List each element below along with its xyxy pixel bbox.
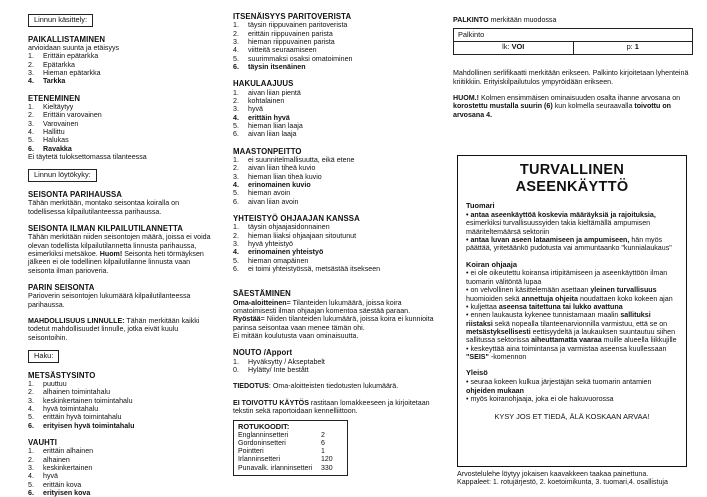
list-item-number: 2.	[233, 96, 239, 105]
list-item-number: 4.	[233, 248, 239, 257]
section-box-loytyky: Linnun löytökyky:	[28, 169, 97, 182]
list-item	[28, 111, 216, 119]
list-item-text: keskinkertainen toimintahalu	[43, 396, 133, 405]
rotukoodit-title: ROTUKOODIT:	[238, 422, 290, 431]
list-item-number: 2.	[233, 231, 239, 240]
palkinto-table-label: Palkinto	[454, 29, 692, 42]
heading-seisonta-ilman: SEISONTA ILMAN KILPAILUTILANNETTA	[28, 224, 184, 234]
list-item-text: erityisen kova	[43, 489, 91, 497]
note-eteneminen: Ei täytetä tuloksettomassa tilanteessa	[28, 153, 147, 162]
list-item-number: 4.	[233, 113, 239, 122]
subtitle-paikallistaminen: arvioidaan suunta ja etäisyys	[28, 43, 120, 52]
list-item-number: 3.	[233, 239, 239, 248]
list-item-number: 4.	[28, 405, 34, 414]
list-item	[233, 366, 438, 374]
footer-line-1: Arvostelulehe löytyy jokaisen kaavakkeen taakaa painettuna.	[457, 470, 649, 478]
rotukoodi-row	[238, 448, 343, 456]
list-item-number: 2.	[28, 111, 34, 120]
list-vauhti	[28, 447, 216, 497]
list-item	[233, 181, 438, 189]
list-item	[233, 63, 438, 71]
list-item-text: Hallittu	[43, 127, 65, 136]
list-item	[28, 52, 216, 60]
list-item	[28, 405, 216, 413]
text-serlifikaatti: Mahdollinen serlifikaatti merkitään erikseen. Palkinto kirjoitetaan lyhenteinä kriitikkiin. Erityiskilpailutulos ympyröidään erikseen.	[453, 69, 689, 86]
rotukoodi-row	[238, 432, 343, 440]
list-item-number: 1.	[233, 21, 239, 30]
list-item	[233, 156, 438, 164]
heading-nouto: NOUTO /Apport	[233, 348, 293, 358]
heading-seisonta-parihaussa: SEISONTA PARIHAUSSA	[28, 190, 123, 200]
list-item-text: täysin ohjaajasidonnainen	[248, 223, 330, 232]
list-item-number: 2.	[28, 455, 34, 464]
list-item	[233, 89, 438, 97]
rotukoodi-code: 2	[321, 431, 325, 439]
list-item	[28, 120, 216, 128]
safety-koiran-3: • kuljettaa aseensa taitettuna tai lukko avattuna	[466, 302, 623, 311]
list-item-number: 4.	[28, 77, 34, 86]
list-item-number: 3.	[28, 464, 34, 473]
list-item-text: kohtalainen	[248, 96, 285, 105]
list-item-text: hieman liian tiheä kuvio	[248, 172, 322, 181]
list-item-number: 5.	[28, 136, 34, 145]
list-item-number: 4.	[28, 127, 34, 136]
heading-itsenaisyys: ITSENÄISYYS PARITOVERISTA	[233, 12, 352, 21]
list-item	[233, 223, 438, 231]
list-item-number: 1.	[233, 223, 239, 232]
safety-koiran-5: • keskeyttää aina toimintansa ja varmistaa aseensa kuullessaan "SEIS" -komennon	[466, 344, 667, 362]
list-item-text: hieman avoin	[248, 189, 291, 198]
list-item-number: 6.	[233, 265, 239, 274]
rotukoodi-name: Punavalk. irlanninsetteri	[238, 464, 313, 472]
list-item-text: erittäin kova	[43, 480, 82, 489]
list-item-number: 2.	[28, 60, 34, 69]
safety-tuomari-title: Tuomari	[466, 201, 495, 211]
list-item-text: hyvä toimintahalu	[43, 405, 99, 414]
list-item-text: suurimmaksi osaksi omatoiminen	[248, 54, 353, 63]
list-hakulaajuus	[233, 89, 438, 139]
text-seisonta-parihaussa: Tähän merkitään, montako seisontaa koiralla on todellisessa kilpailutilanteessa parihaussa.	[28, 199, 180, 216]
list-item	[28, 136, 216, 144]
list-item-number: 1.	[28, 447, 34, 456]
list-item-text: erittäin hyvä	[248, 113, 290, 122]
safety-title: TURVALLINEN ASEENKÄYTTÖ	[515, 162, 629, 196]
list-item	[28, 456, 216, 464]
list-item	[28, 413, 216, 421]
list-item-text: ei toimi yhteistyössä, metsästää itsekseen	[248, 265, 381, 274]
safety-koiran-title: Koiran ohjaaja	[466, 259, 517, 269]
list-item-number: 5.	[28, 413, 34, 422]
heading-metsastysinto: METSÄSTYSINTO	[28, 370, 96, 380]
list-item-text: aivan liian pientä	[248, 88, 301, 97]
list-item	[28, 380, 216, 388]
list-item-number: 2.	[233, 164, 239, 173]
heading-hakulaajuus: HAKULAAJUUS	[233, 79, 294, 89]
list-item	[233, 38, 438, 46]
list-item	[28, 489, 216, 497]
list-item-text: hyvä	[43, 472, 58, 481]
list-item	[28, 447, 216, 455]
list-item-number: 5.	[233, 121, 239, 130]
rotukoodi-code: 6	[321, 439, 325, 447]
text-mahdollisuus: MAHDOLLISUUS LINNULLE: Tähän merkitään kaikki todetut mahdollisuudet linnulle, jotka eivät kuulu seisontoihin.	[28, 316, 200, 342]
heading-vauhti: VAUHTI	[28, 438, 58, 448]
list-item-text: hieman liiaksi ohjaajaan sitoutunut	[248, 231, 357, 240]
list-item-number: 2.	[28, 388, 34, 397]
list-item	[28, 388, 216, 396]
safety-yleiso-1: • seuraa kokeen kulkua järjestäjän sekä tuomarin antamien ohjeiden mukaan	[466, 378, 652, 395]
list-item-text: aivan liian avoin	[248, 197, 299, 206]
list-item	[28, 128, 216, 136]
list-item	[233, 130, 438, 138]
list-item-text: Varovainen	[43, 119, 79, 128]
list-item-number: 5.	[233, 256, 239, 265]
list-item-number: 3.	[233, 37, 239, 46]
list-item	[28, 103, 216, 111]
list-item-number: 3.	[233, 172, 239, 181]
list-item-text: erittäin riippuvainen parista	[248, 29, 333, 38]
list-item	[233, 248, 438, 256]
rotukoodit-rows	[238, 432, 343, 473]
list-item-text: Ravakka	[43, 144, 72, 153]
list-item-text: erittäin hyvä toimintahalu	[43, 413, 122, 422]
list-item-number: 6.	[28, 489, 34, 497]
list-item	[233, 114, 438, 122]
text-huom: HUOM.! Kolmen ensimmäisen ominaisuuden osalta ihanne arvosana on korostettu mustalla suurin (6) kun kolmella seuraavalla toivottu on arvosana 4.	[453, 94, 681, 119]
list-item-number: 6.	[233, 130, 239, 139]
text-oma-aloitteinen: Oma-aloitteinen= Tilanteiden lukumäärä, joissa koira omatoimisesti ilman ohjaajan komentoa säestää paraan.	[233, 298, 411, 315]
list-item-text: erinomainen yhteistyö	[248, 248, 324, 257]
heading-yhteistyo: YHTEISTYÖ OHJAAJAN KANSSA	[233, 214, 360, 224]
list-nouto	[233, 358, 438, 375]
list-item-number: 5.	[28, 480, 34, 489]
heading-paikallistaminen: PAIKALLISTAMINEN	[28, 34, 106, 44]
list-item	[233, 265, 438, 273]
rotukoodi-row	[238, 456, 343, 464]
list-item-number: 4.	[233, 180, 239, 189]
section-box-kasittely: Linnun käsittely:	[28, 14, 93, 27]
palkinto-table	[453, 28, 693, 55]
list-item-text: erinomainen kuvio	[248, 180, 311, 189]
footer-line-2: Kappaleet: 1. rotujärjestö, 2. koetoimikunta, 3. tuomari,4. osallistuja	[457, 478, 668, 487]
list-maastonpeitto	[233, 156, 438, 206]
list-item	[28, 472, 216, 480]
list-item-text: ei suunnitelmallisuutta, eikä etene	[248, 155, 355, 164]
list-item-text: Erittäin varovainen	[43, 111, 102, 120]
text-parin-seisonta: Parioverin seisontojen lukumäärä kilpailutilanteessa parihaussa.	[28, 292, 191, 309]
list-item	[233, 173, 438, 181]
list-item-text: erittäin alhainen	[43, 447, 94, 456]
list-itsenaisyys	[233, 21, 438, 71]
list-item-text: aivan liian laaja	[248, 130, 297, 139]
list-item	[233, 358, 438, 366]
list-item	[233, 232, 438, 240]
safety-tuomari-line: • antaa aseenkäyttöä koskevia määräyksiä ja rajoituksia, esimerkiksi turvallisuussyiden takia kieltämällä ampumisen määriteltemäärsä sektoriin	[466, 210, 656, 236]
list-metsastysinto	[28, 380, 216, 430]
column-right	[453, 16, 693, 119]
list-item	[28, 61, 216, 69]
list-item-number: 3.	[28, 396, 34, 405]
list-item-text: hyvä	[248, 105, 263, 114]
list-item	[233, 30, 438, 38]
list-item-text: Hyväksytty / Akseptabelt	[248, 357, 325, 366]
text-ei-toivottu: EI TOIVOTTU KÄYTÖS rastitaan lomakkeeseen ja kirjoitetaan tekstin sekä raportoidaan kennelliittoon.	[233, 398, 430, 415]
safety-tuomari-lines	[466, 211, 678, 253]
rotukoodi-name: Pointteri	[238, 448, 264, 456]
list-item-text: erityisen hyvä toimintahalu	[43, 421, 135, 430]
list-item-text: hieman liian laaja	[248, 121, 303, 130]
column-middle	[233, 12, 438, 415]
list-item-number: 2.	[233, 29, 239, 38]
list-item-text: aivan liian tiheä kuvio	[248, 164, 316, 173]
list-item-number: 6.	[233, 62, 239, 71]
list-item-text: Halukas	[43, 136, 69, 145]
rotukoodit-box	[233, 420, 348, 476]
rotukoodi-row	[238, 465, 343, 473]
safety-tip: KYSY JOS ET TIEDÄ, ÄLÄ KOSKAAN ARVAA!	[494, 412, 650, 422]
column-left	[28, 14, 216, 497]
list-item-number: 1.	[28, 379, 34, 388]
list-item-text: täysin riippuvainen paritoverista	[248, 21, 348, 30]
list-item	[233, 189, 438, 197]
list-item-number: 6.	[233, 197, 239, 206]
list-item-text: keskinkertainen	[43, 464, 93, 473]
list-item-number: 0.	[233, 365, 239, 374]
list-item-number: 1.	[233, 88, 239, 97]
list-item-text: hieman omapäinen	[248, 256, 309, 265]
list-item-text: hieman riippuvainen parista	[248, 37, 335, 46]
footer	[457, 470, 697, 487]
list-item	[233, 105, 438, 113]
safety-koiran-4: • ennen laukausta kykenee tunnistamaan maalin sallituksi riistaksi sekä nopealla tilanteenarvionnilla varmistuu, että se on metsästyksellisesti eettisyydeltä ja laukauksen suuntautuu siihen sallitussa sektorissa aiheuttamatta vaaraa muille alueella liikkujille	[466, 311, 677, 345]
rotukoodi-row	[238, 440, 343, 448]
list-item-text: hyvä yhteistyö	[248, 239, 293, 248]
safety-box	[457, 155, 687, 467]
list-item-number: 3.	[28, 69, 34, 77]
heading-eteneminen: ETENEMINEN	[28, 93, 81, 103]
rotukoodi-name: Gordoninsetteri	[238, 439, 286, 447]
list-item	[28, 397, 216, 405]
list-item	[233, 164, 438, 172]
rotukoodi-name: Englanninsetteri	[238, 431, 289, 439]
list-item-number: 6.	[28, 421, 34, 430]
list-item	[28, 69, 216, 77]
text-ryostaa: Ryöstää= Niiden tilanteiden lukumäärä, joissa koira ei kunnioita parinsa seisontaa vaan menee tämän ohi.	[233, 315, 434, 332]
list-item	[28, 464, 216, 472]
palkinto-heading: PALKINTO merkitään muodossa	[453, 16, 557, 24]
list-item-number: 1.	[233, 357, 239, 366]
list-item-text: puuttuu	[43, 379, 67, 388]
rotukoodi-name: Irlanninsetteri	[238, 456, 281, 464]
heading-saestaminen: SÄESTÄMINEN	[233, 289, 291, 299]
list-paikallistaminen	[28, 52, 216, 85]
list-item	[233, 198, 438, 206]
list-item-number: 1.	[28, 52, 34, 61]
palkinto-p-cell: p: 1	[626, 42, 639, 52]
heading-maastonpeitto: MAASTONPEITTO	[233, 146, 302, 156]
safety-yleiso-2: • myös koiranohjaaja, joka ei ole hakuvuorossa	[466, 394, 614, 403]
list-item	[233, 240, 438, 248]
list-eteneminen	[28, 103, 216, 153]
list-item-number: 3.	[28, 119, 34, 128]
list-item-number: 4.	[233, 46, 239, 55]
list-item-text: Hylätty/ Inte bestått	[248, 365, 309, 374]
list-item-text: alhainen	[43, 455, 70, 464]
list-item	[233, 122, 438, 130]
text-tiedotus: TIEDOTUS: Oma-aloitteisten tiedotusten lukumäärä.	[233, 382, 399, 391]
list-item-text: Epätarkka	[43, 60, 75, 69]
safety-yleiso-title: Yleisö	[466, 368, 488, 378]
list-item-text: Erittäin epätarkka	[43, 52, 99, 61]
list-item-number: 4.	[28, 472, 34, 481]
rotukoodi-code: 1	[321, 448, 325, 456]
list-item-text: täysin itsenäinen	[248, 62, 306, 71]
list-item-number: 6.	[28, 144, 34, 153]
safety-koiran-2: • on velvollinen käsittelemään asettaan yleinen turvallisuus huomioiden sekä annettuja ohjeita noudattaen koko kokeen ajan	[466, 286, 673, 303]
list-item-number: 1.	[233, 155, 239, 164]
list-item-number: 1.	[28, 102, 34, 111]
list-item	[233, 97, 438, 105]
text-seisonta-ilman: Tähän merkitään niiden seisontojen määrä, joissa ei voida olevan todellista kilpailutilannetta linnusta parihaussa, esimerkiksi metsäkoe. Huom! Seisonta heti törmäyksen jälkeen ei ole todellinen kilpailutilanne linnusta vaan seisonta ilman parioveria.	[28, 233, 211, 275]
list-item-number: 5.	[233, 189, 239, 198]
list-item	[233, 55, 438, 63]
list-item-text: alhainen toimintahalu	[43, 388, 111, 397]
safety-koiran-1: • ei ole oikeutettu koiransa irtipitämiseen ja aseenkäyttöön ilman tuomarin välitöntä lupaa	[466, 269, 668, 286]
list-item-text: Tarkka	[43, 77, 66, 86]
rotukoodi-code: 330	[321, 464, 333, 472]
list-item-number: 5.	[233, 54, 239, 63]
list-item	[233, 257, 438, 265]
list-yhteistyo	[233, 223, 438, 273]
safety-tuomari-line: • antaa luvan aseen lataamiseen ja ampumiseen, hän myös päättää, yritetäänkö pudotusta vai ammuntaanko "kunnialaukaus"	[466, 236, 672, 253]
list-item	[28, 481, 216, 489]
list-item	[233, 21, 438, 29]
list-item-number: 3.	[233, 105, 239, 114]
rotukoodi-code: 120	[321, 456, 333, 464]
list-item	[28, 422, 216, 430]
section-box-haku: Haku:	[28, 350, 59, 363]
list-item	[28, 145, 216, 153]
list-item-text: viitteitä seuraamiseen	[248, 46, 317, 55]
list-item-text: Hieman epätarkka	[43, 69, 101, 77]
list-item	[233, 46, 438, 54]
list-item-text: Kieltäytyy	[43, 102, 74, 111]
palkinto-lk-cell: lk: VOI	[454, 42, 574, 54]
heading-parin-seisonta: PARIN SEISONTA	[28, 283, 95, 293]
text-ei-koulutusta: Ei mitään koulutusta vaan ominaisuutta.	[233, 332, 359, 340]
list-item	[28, 77, 216, 85]
